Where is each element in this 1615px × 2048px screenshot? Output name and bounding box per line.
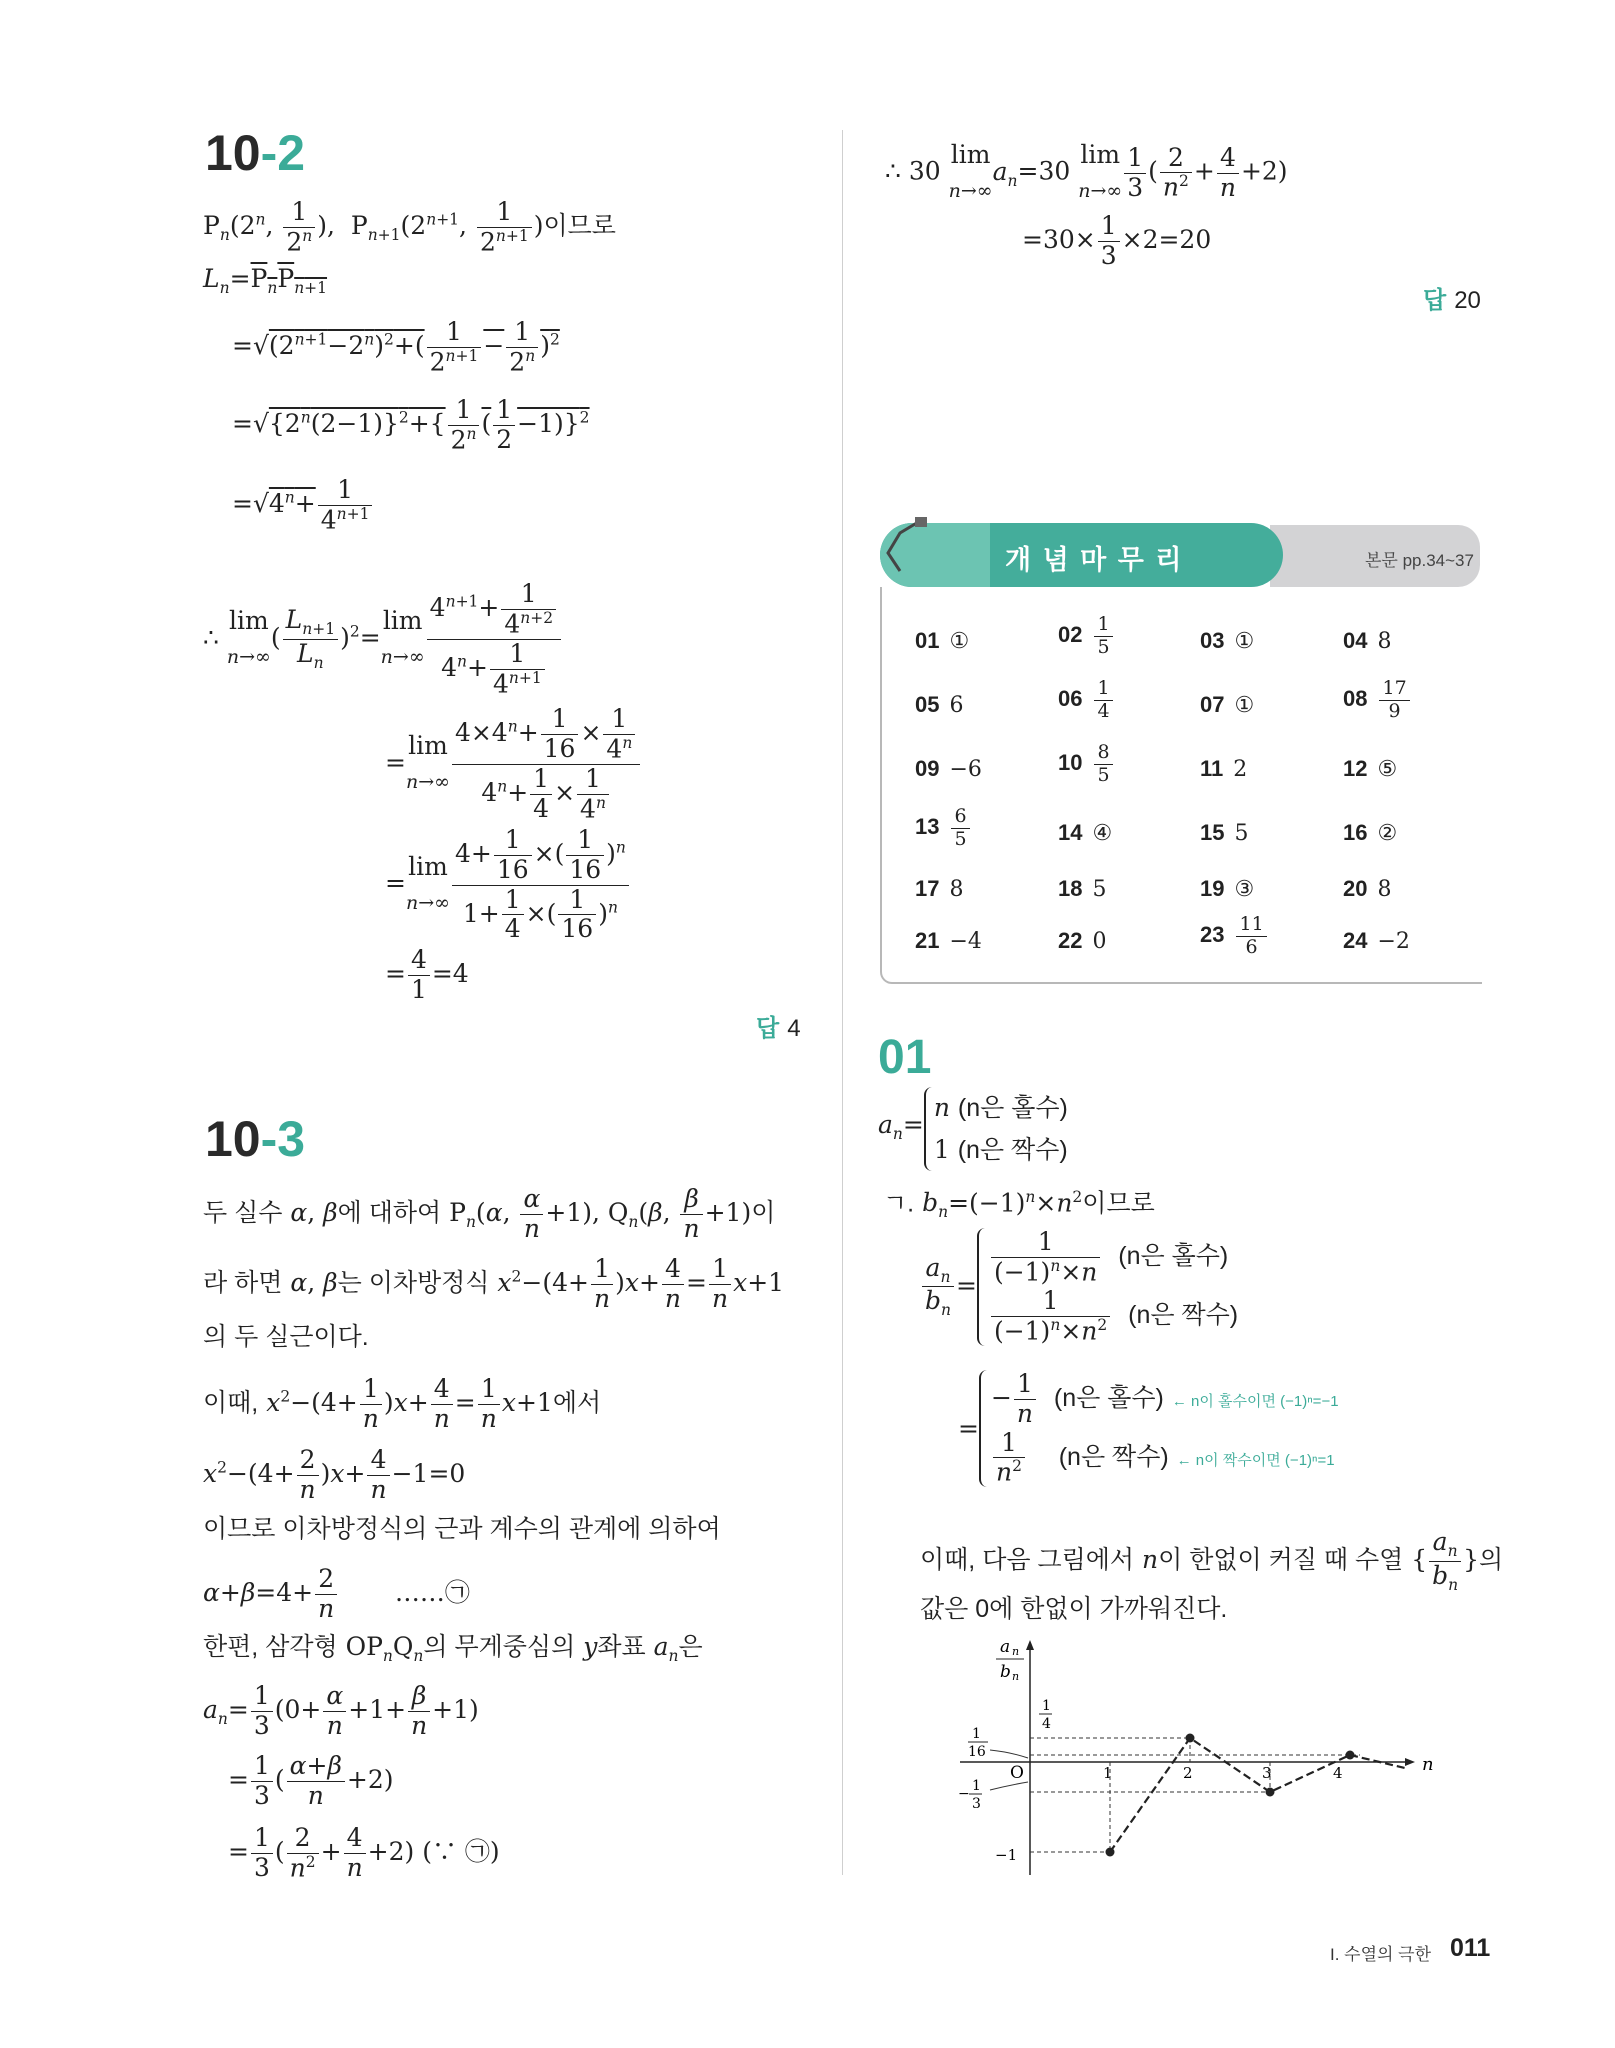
column-divider — [842, 130, 843, 1875]
answer-cell — [1200, 876, 1254, 902]
ratio-piecewise-2: =− $\frac{1}{n}$ (n은 홀수) ← n이 홀수이면 (−1)ⁿ=−1 $\frac{1}{n^2}$ (n은 짝수) ← n이 짝수이면 (−1)ⁿ=1 — [958, 1369, 1339, 1487]
answer-number: 21 — [915, 928, 940, 953]
s2-line10: = $\frac{1}{3}$ ( $\frac{\alpha+\beta}{n}$ +2) — [228, 1751, 394, 1810]
answer-fraction — [1094, 614, 1112, 659]
fraction-numerator: 6 — [951, 806, 969, 829]
guide-lines — [1030, 1738, 1360, 1852]
answer-key: 답 — [756, 1015, 780, 1042]
lamp-icon — [880, 513, 940, 583]
tick-4: 4 — [1333, 1764, 1343, 1782]
answer-10-2 — [756, 1008, 801, 1043]
answer-cell — [1058, 876, 1106, 902]
answer-value: 4 — [787, 1015, 801, 1042]
origin-label: O — [1010, 1763, 1024, 1783]
fraction-denominator: 4 — [1097, 699, 1110, 722]
answer-value: 8 — [1377, 877, 1392, 902]
answer-cell — [1058, 928, 1106, 954]
note-even: ← n이 짝수이면 (−1)ⁿ=1 — [1176, 1451, 1335, 1469]
answer-grid-box — [880, 587, 1482, 984]
title-dash: - — [260, 1111, 278, 1167]
y-label-den-sub: n — [1012, 1670, 1020, 1683]
ln-step2: $=√\{2^n(2-1)\}^2+${ $\frac{1}{2^n}$ ( $\frac{1}{2}$ −1)}$^2$ — [232, 395, 590, 455]
answer-number: 20 — [1343, 876, 1368, 901]
point-2 — [1186, 1734, 1195, 1743]
fraction-numerator: 1 — [1094, 678, 1112, 701]
case-even: (n은 짝수) — [957, 1136, 1068, 1164]
answer-cell — [1343, 628, 1391, 654]
answer-number: 04 — [1343, 628, 1368, 653]
answer-value: −4 — [949, 929, 982, 954]
answer-number: 11 — [1200, 756, 1224, 781]
fraction-numerator: 8 — [1094, 742, 1112, 765]
s2-line6: 이므로 이차방정식의 근과 계수의 관계에 의하여 — [203, 1515, 721, 1543]
text: 라 하면 — [203, 1268, 283, 1297]
limit-step2: =lim n→∞ $4\times 4^n+$ $\frac{1}{16}$ × $\frac{1}{4^n}$ $4^n+$ $\frac{1}{4}$ × $\frac{1}{4^n}$ — [385, 705, 642, 824]
answer-cell — [1200, 914, 1269, 959]
text: 두 실수 — [203, 1198, 283, 1227]
answer-cell — [915, 876, 963, 902]
text: 의 — [1479, 1545, 1504, 1574]
ln-definition: $L_n=P_nP_{n+1}$ — [203, 264, 328, 297]
ln-step3: $=√4^n+$ $\frac{1}{4^{n+1}}$ — [232, 476, 374, 535]
an-piecewise: $a_n=n$ (n은 홀수) 1 (n은 짝수) — [878, 1087, 1068, 1171]
answer-top — [1423, 280, 1481, 315]
answer-number: 14 — [1058, 820, 1083, 845]
text: 이때, — [203, 1388, 259, 1417]
x-axis-arrow — [1405, 1758, 1415, 1766]
answer-cell — [915, 628, 969, 654]
label-16-num: 1 — [972, 1726, 981, 1742]
ratio-piecewise-1: $\frac{a_n}{b_n}$ = $\frac{1}{(-1)^n\times n}$ (n은 홀수) $\frac{1}{(-1)^n\times n^2}$ (n은 짝수) — [920, 1228, 1238, 1346]
answer-value: ⑤ — [1377, 757, 1398, 782]
answer-fraction — [1094, 742, 1112, 787]
answer-cell — [1058, 614, 1115, 659]
title-main: 10 — [205, 125, 261, 181]
answer-number: 19 — [1200, 876, 1225, 901]
right-limit-line2: =30× $\frac{1}{3}$ ×2=20 — [1022, 211, 1212, 270]
because-ref: (∵ ㉠) — [422, 1836, 500, 1866]
text: 이 한없이 커질 때 수열 — [1158, 1545, 1404, 1574]
answer-number: 09 — [915, 756, 940, 781]
answer-value: −6 — [949, 757, 982, 782]
bn-definition: ㄱ. $b_n=(-1)^n\times n^2$이므로 — [883, 1188, 1155, 1222]
label-third-den: 3 — [972, 1796, 981, 1812]
s2-line8: 한편, 삼각형 $OP_nQ_n$의 무게중심의 y좌표 $a_n$은 — [203, 1632, 703, 1665]
limit-step1: ∴ lim n→∞( $\frac{L_{n+1}}{L_n}$ )$^2$=lim n→∞ $4^{n+1}+$ $\frac{1}{4^{n+2}}$ $4^n+$ $\frac{1}{4^{n+1}}$ — [203, 580, 563, 699]
answer-cell — [1343, 928, 1410, 954]
sequence-graph — [950, 1637, 1434, 1880]
answer-number: 07 — [1200, 692, 1225, 717]
y-label-num-sub: n — [1012, 1645, 1020, 1658]
answer-number: 24 — [1343, 928, 1368, 953]
section-title-01: 01 — [878, 1031, 932, 1084]
answer-cell — [915, 806, 972, 851]
answer-number: 18 — [1058, 876, 1083, 901]
text: 이때, 다음 그림에서 — [920, 1545, 1135, 1574]
answer-number: 16 — [1343, 820, 1368, 845]
answer-number: 05 — [915, 692, 940, 717]
label-third-num: 1 — [972, 1778, 981, 1794]
y-label-den: b — [1000, 1662, 1011, 1682]
fraction-numerator: 17 — [1379, 678, 1409, 701]
answer-cell — [1343, 876, 1391, 902]
answer-cell — [1343, 820, 1397, 846]
point-3 — [1266, 1788, 1275, 1797]
label-16-den: 16 — [968, 1744, 986, 1760]
answer-number: 23 — [1200, 922, 1225, 948]
answer-cell — [1058, 820, 1112, 846]
intro-suffix: 이므로 — [543, 211, 616, 240]
answer-value: ④ — [1092, 821, 1113, 846]
answer-cell — [915, 928, 982, 954]
answer-number: 08 — [1343, 686, 1368, 712]
ln-step1: $=√(2^{n+1}-2^n)^2+$( $\frac{1}{2^{n+1}}$ − $\frac{1}{2^n}$ )$^2$ — [232, 317, 560, 377]
s2-line7: α+β=4+ $\frac{2}{n}$ ……㉠ — [203, 1564, 470, 1623]
footer-chapter: I. 수열의 극한 — [1330, 1945, 1432, 1964]
answer-key: 답 — [1423, 287, 1447, 314]
case-odd: (n은 홀수) — [1053, 1383, 1164, 1412]
answer-number: 10 — [1058, 750, 1083, 776]
note-odd: ← n이 홀수이면 (−1)ⁿ=−1 — [1171, 1392, 1339, 1410]
answer-fraction — [1236, 914, 1266, 959]
answer-cell — [1343, 756, 1397, 782]
answer-value: 0 — [1092, 929, 1107, 954]
answer-cell — [915, 756, 982, 782]
answer-cell — [1343, 678, 1412, 723]
y-label-num: a — [1000, 1637, 1011, 1657]
s01-text1: 이때, 다음 그림에서 n이 한없이 커질 때 수열 { $\frac{a_n}{b_n}$ }의 — [920, 1527, 1504, 1594]
answer-number: 01 — [915, 628, 940, 653]
text: 좌표 — [597, 1633, 646, 1661]
answer-fraction — [1379, 678, 1409, 723]
answer-cell — [1058, 678, 1115, 723]
text: 이 — [751, 1198, 776, 1227]
points-line: $P_n(2^n$, $\frac{1}{2^n}$ ), $P_{n+1}(2^{n+1}$, $\frac{1}{2^{n+1}}$ )이므로 — [203, 197, 616, 257]
section-title-10-2 — [205, 124, 305, 182]
s2-line1: 두 실수 α, β에 대하여 $P_n(\alpha$, $\frac{\alpha}{n}$ +1), $Q_n(\beta$, $\frac{\beta}{n}$ +1)이 — [203, 1184, 776, 1243]
giyeok: ㄱ. — [883, 1189, 915, 1218]
title-dash: - — [260, 125, 278, 181]
fraction-denominator: 6 — [1245, 935, 1258, 958]
answer-value: ③ — [1234, 877, 1255, 902]
answer-cell — [915, 692, 963, 718]
case-even: (n은 짝수) — [1128, 1300, 1239, 1329]
answer-value: 6 — [949, 693, 964, 718]
label-minus-one: −1 — [995, 1846, 1018, 1864]
fraction-numerator: 11 — [1236, 914, 1266, 937]
s2-line3: 의 두 실근이다. — [203, 1323, 369, 1351]
result-head: =30× — [1022, 224, 1096, 254]
result-tail: ×2=20 — [1121, 224, 1212, 254]
title-sub: 3 — [277, 1111, 306, 1167]
answer-fraction — [951, 806, 969, 851]
label-third-minus: − — [958, 1786, 970, 1802]
answer-value: 5 — [1092, 877, 1107, 902]
s2-line2: 라 하면 α, β는 이차방정식 $x^2-(4+$ $\frac{1}{n}$ )x+ $\frac{4}{n}$ = $\frac{1}{n}$ x+1 — [203, 1254, 785, 1313]
limit-result: = $\frac{4}{1}$ =4 — [385, 945, 469, 1004]
answer-number: 13 — [915, 814, 940, 840]
ref-mark: ……㉠ — [394, 1577, 470, 1607]
answer-value: 8 — [949, 877, 964, 902]
point-4 — [1346, 1751, 1355, 1760]
s01-text2: 값은 0에 한없이 가까워진다. — [920, 1595, 1228, 1623]
banner-title: 개 념 마 무 리 — [1005, 545, 1184, 575]
fraction-denominator: 5 — [954, 827, 967, 850]
answer-number: 15 — [1200, 820, 1225, 845]
s2-line4: 이때, $x^2-(4+$ $\frac{1}{n}$ )x+ $\frac{4}{n}$ = $\frac{1}{n}$ x+1에서 — [203, 1374, 602, 1433]
fraction-denominator: 5 — [1097, 763, 1110, 786]
answer-cell — [1058, 742, 1115, 787]
text: 한편, 삼각형 — [203, 1633, 338, 1661]
s2-line5: $x^2-(4+$ $\frac{2}{n}$ )x+ $\frac{4}{n}$ −1=0 — [203, 1445, 466, 1504]
x-label: n — [1422, 1754, 1434, 1775]
answer-number: 03 — [1200, 628, 1225, 653]
s2-line9: $a_n=$ $\frac{1}{3}$ (0+ $\frac{\alpha}{n}$ +1+ $\frac{\beta}{n}$ +1) — [203, 1681, 479, 1740]
s2-line11: = $\frac{1}{3}$ ( $\frac{2}{n^2}$ + $\frac{4}{n}$ +2) (∵ ㉠) — [228, 1823, 500, 1883]
answer-value: ② — [1377, 821, 1398, 846]
answer-number: 22 — [1058, 928, 1083, 953]
label-quarter-den: 4 — [1042, 1716, 1051, 1732]
fraction-numerator: 1 — [1094, 614, 1112, 637]
answer-value: 20 — [1454, 287, 1481, 314]
limit-step3: =lim n→∞ 4+ $\frac{1}{16}$ ×( $\frac{1}{16}$ )$^n$ 1+ $\frac{1}{4}$ ×( $\frac{1}{16}$ )$^n$ — [385, 826, 631, 944]
title-sub: 2 — [277, 125, 306, 181]
answer-number: 12 — [1343, 756, 1368, 781]
label-quarter-num: 1 — [1042, 1698, 1051, 1714]
answer-value: ① — [1234, 693, 1255, 718]
text: 에서 — [552, 1388, 602, 1417]
answer-number: 02 — [1058, 622, 1083, 648]
tick-2: 2 — [1183, 1764, 1193, 1782]
answer-value: 8 — [1377, 629, 1392, 654]
answer-cell — [1200, 692, 1254, 718]
case-odd: (n은 홀수) — [1118, 1241, 1229, 1270]
text: 는 이차방정식 — [337, 1268, 490, 1297]
answer-fraction — [1094, 678, 1112, 723]
answer-cell — [1200, 756, 1247, 782]
answer-cell — [1200, 820, 1248, 846]
text: 의 무게중심의 — [423, 1633, 576, 1661]
answer-value: 5 — [1234, 821, 1249, 846]
pointer-16 — [990, 1750, 1028, 1758]
tick-1: 1 — [1103, 1764, 1113, 1782]
fraction-denominator: 5 — [1097, 635, 1110, 658]
tick-3: 3 — [1262, 1764, 1272, 1782]
bn-suffix: 이므로 — [1082, 1189, 1155, 1218]
banner-pages: 본문 pp.34~37 — [1365, 551, 1474, 570]
text: 에 대하여 — [337, 1198, 442, 1227]
answer-number: 06 — [1058, 686, 1083, 712]
right-limit-line1: ∴ 30 lim $n\to\infty a_n=30$ lim n→∞ $\frac{1}{3}$ ( $\frac{2}{n^2}$ + $\frac{4}{n}$ +2) — [885, 140, 1288, 202]
point-1 — [1106, 1848, 1115, 1857]
case-odd: (n은 홀수) — [957, 1094, 1068, 1122]
y-axis-arrow — [1026, 1640, 1034, 1650]
title-main: 10 — [205, 1111, 261, 1167]
answer-value: 2 — [1233, 757, 1248, 782]
answer-value: −2 — [1377, 929, 1410, 954]
case-even: (n은 짝수) — [1058, 1442, 1169, 1471]
answer-cell — [1200, 628, 1254, 654]
text: 은 — [678, 1633, 703, 1661]
section-title-10-3 — [205, 1110, 305, 1168]
answer-value: ① — [1234, 629, 1255, 654]
pointer-third — [990, 1782, 1028, 1790]
footer-page: 011 — [1450, 1934, 1491, 1962]
fraction-denominator: 9 — [1388, 699, 1401, 722]
answer-number: 17 — [915, 876, 940, 901]
answer-value: ① — [949, 629, 970, 654]
